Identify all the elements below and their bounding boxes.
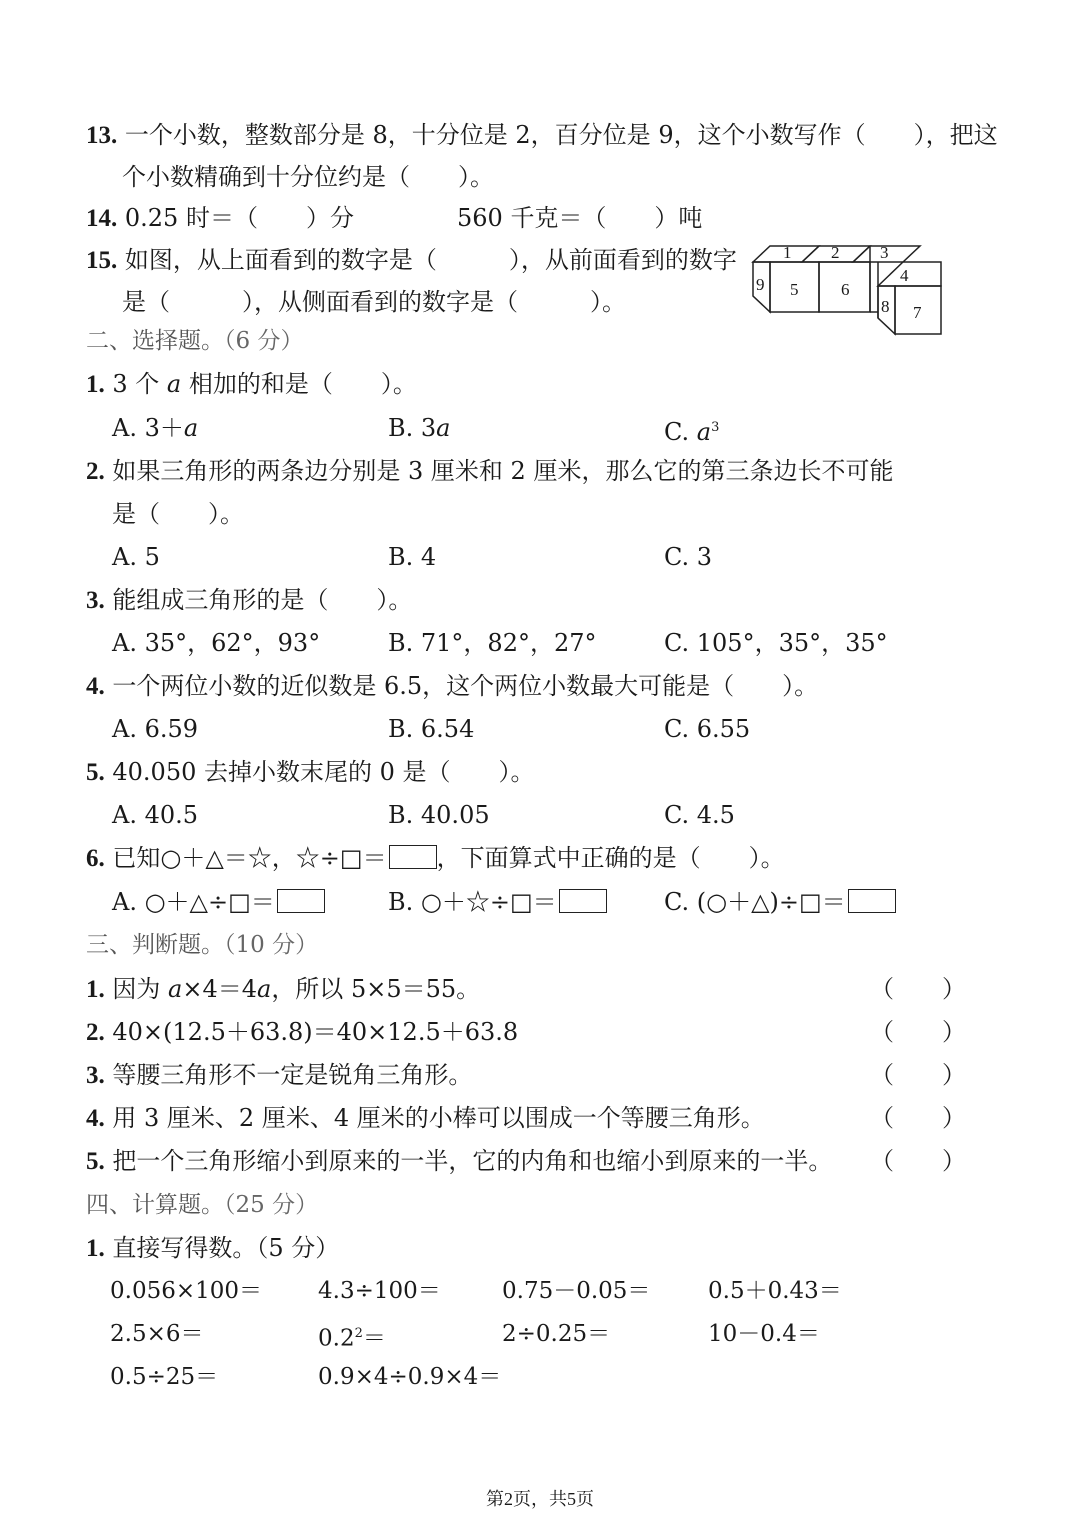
cube-label: 9 [756,275,765,294]
answer-box [848,889,896,913]
option-a: A. ○＋△÷□＝ [112,887,325,917]
option-a: A. 35°，62°，93° [112,629,321,657]
question-text: 相加的和是（ ）。 [181,370,417,398]
question-13-line2: 个小数精确到十分位约是（ ）。 [122,163,494,191]
calc-item: 0.056×100＝ [110,1278,263,1304]
cube-label: 2 [831,243,840,262]
question-number: 4. [86,1105,105,1132]
question-13 [86,120,998,151]
option-a: A. 3＋a [112,414,199,442]
section-title: 四、计算题。 [86,1192,224,1218]
page-footer: 第2页，共5页 [486,1489,594,1509]
question-text: 一个小数，整数部分是 8，十分位是 2，百分位是 9，这个小数写作（ ），把这 [124,121,998,149]
question-number: 13. [86,122,118,149]
question-number: 5. [86,1148,105,1175]
choice-question-4 [86,671,818,702]
choice-question-3 [86,585,412,616]
choice-question-5 [86,757,535,788]
answer-parentheses: （ ） [870,1061,966,1089]
variable: a [166,370,182,398]
answer-parentheses: （ ） [870,1147,966,1175]
question-number: 6. [86,845,105,872]
section-points: （25 分） [224,1192,319,1218]
calc-item: 4.3÷100＝ [318,1278,441,1304]
judge-question-4 [86,1103,765,1134]
question-number: 3. [86,1062,105,1089]
calc-item: 10－0.4＝ [708,1321,820,1347]
cube-label: 4 [900,266,909,285]
judge-question-5 [86,1146,832,1177]
judge-question-2 [86,1017,518,1048]
section-title-calc [86,1190,318,1220]
option-b: B. ○＋☆÷□＝ [388,887,607,917]
option-c: C. 105°，35°，35° [664,629,888,657]
answer-parentheses: （ ） [870,975,966,1003]
option-a: A. 6.59 [112,715,199,743]
question-text: 直接写得数。（5 分） [112,1234,340,1262]
question-number: 14. [86,205,118,232]
question-15 [86,245,737,276]
option-b: B. 40.05 [388,801,490,829]
question-text: 如果三角形的两条边分别是 3 厘米和 2 厘米，那么它的第三条边长不可能 [112,457,894,485]
question-14 [86,203,354,234]
question-number: 1. [86,976,105,1003]
cube-label: 1 [783,243,792,262]
question-15-line2: 是（ ），从侧面看到的数字是（ ）。 [122,288,626,316]
question-14-part2: 560 千克＝（ ）吨 [457,204,703,232]
choice-question-2 [86,456,893,487]
answer-parentheses: （ ） [870,1018,966,1046]
question-number: 1. [86,371,105,398]
calc-item: 0.9×4÷0.9×4＝ [318,1364,502,1390]
question-text: 把一个三角形缩小到原来的一半，它的内角和也缩小到原来的一半。 [112,1147,833,1175]
calc-question-1 [86,1233,339,1264]
cube-label: 8 [881,297,890,316]
question-number: 4. [86,673,105,700]
question-text: 如图，从上面看到的数字是（ ），从前面看到的数字 [124,246,737,274]
question-text: 40.050 去掉小数末尾的 0 是（ ）。 [112,758,535,786]
question-text: 能组成三角形的是（ ）。 [112,586,413,614]
section-title-choice [86,326,303,356]
question-text: 40×(12.5＋63.8)＝40×12.5＋63.8 [112,1018,519,1046]
calc-item: 2.5×6＝ [110,1321,204,1347]
cube-label: 5 [790,280,799,299]
question-number: 15. [86,247,118,274]
option-b: B. 4 [388,543,437,571]
section-title: 二、选择题。 [86,328,224,354]
judge-question-1: 1. 因为 a×4＝4a，所以 5×5＝55。 [86,975,481,1003]
option-b: B. 3a [388,414,451,442]
choice-question-6 [86,843,785,874]
option-c: C. 6.55 [664,715,751,743]
answer-box [389,845,437,869]
choice-question-1 [86,369,417,400]
option-a: A. 40.5 [112,801,199,829]
cube-label: 6 [841,280,850,299]
calc-item: 2÷0.25＝ [502,1321,611,1347]
cube-figure [745,242,945,338]
calc-item: 0.5＋0.43＝ [708,1278,842,1304]
calc-item: 0.75－0.05＝ [502,1278,651,1304]
option-b: B. 71°，82°，27° [388,629,597,657]
cube-label: 3 [880,243,889,262]
option-c: C. 4.5 [664,801,735,829]
option-c: C. (○＋△)÷□＝ [664,887,896,917]
cube-top-face-4 [878,262,941,286]
option-c: C. $a^3$ [664,418,720,446]
question-number: 2. [86,1019,105,1046]
option-a: A. 5 [112,543,160,571]
section-points: （6 分） [224,328,304,354]
calc-item: $0.2^2=$ [318,1325,386,1352]
question-number: 5. [86,759,105,786]
answer-box [559,889,607,913]
answer-box [277,889,325,913]
question-number: 1. [86,1235,105,1262]
option-b: B. 6.54 [388,715,475,743]
answer-parentheses: （ ） [870,1104,966,1132]
question-text: 一个两位小数的近似数是 6.5，这个两位小数最大可能是（ ）。 [112,672,819,700]
question-text: 已知○＋△＝☆，☆÷□＝ [112,844,387,872]
question-text: 等腰三角形不一定是锐角三角形。 [112,1061,473,1089]
cube-label: 7 [913,303,922,322]
section-title-judge [86,930,318,960]
question-text: 用 3 厘米、2 厘米、4 厘米的小棒可以围成一个等腰三角形。 [112,1104,765,1132]
section-points: （10 分） [224,932,319,958]
section-title: 三、判断题。 [86,932,224,958]
judge-question-3 [86,1060,472,1091]
question-text: ，下面算式中正确的是（ ）。 [436,844,785,872]
choice-question-2-line2: 是（ ）。 [112,500,244,528]
question-text: 3 个 [112,370,167,398]
question-number: 3. [86,587,105,614]
option-c: C. 3 [664,543,713,571]
question-number: 2. [86,458,105,485]
question-text-part1: 0.25 时＝（ ）分 [124,204,354,232]
calc-item: 0.5÷25＝ [110,1364,219,1390]
